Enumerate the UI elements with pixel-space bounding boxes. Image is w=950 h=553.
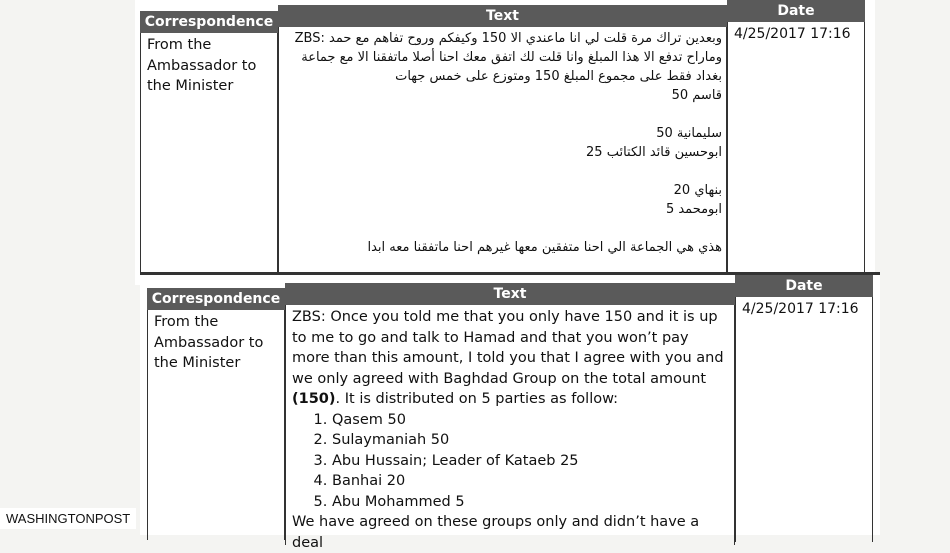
from-cell: From the Ambassador to the Minister (140, 33, 278, 283)
arabic-line: قاسم 50 (671, 88, 722, 103)
total-amount: (150) (292, 391, 336, 407)
arabic-line: ابومحمد 5 (665, 202, 722, 217)
arabic-line: سليمانية 50 (656, 126, 722, 141)
arabic-document (135, 0, 875, 285)
arabic-line: بنهاي 20 (673, 183, 722, 198)
from-cell: From the Ambassador to the Minister (147, 310, 285, 540)
list-item: 3. Abu Hussain; Leader of Kataeb 25 (332, 451, 728, 472)
intro-text: ZBS: Once you told me that you only have 150 and it is up to me to go and talk to Hamad and that you won’t pay more than this amount, I told you that I agree with you and we only agreed with Baghdad Group on the total amount (292, 309, 724, 387)
english-document (140, 272, 880, 551)
list-item: 2. Sulaymaniah 50 (332, 430, 728, 451)
arabic-text-cell (278, 27, 727, 272)
closing-text: We have agreed on these groups only and didn’t have a deal (292, 514, 700, 551)
party-list (292, 410, 728, 513)
date-cell: 4/25/2017 17:16 (727, 22, 865, 284)
english-text-cell (285, 305, 735, 551)
header-date: Date (727, 0, 865, 22)
intro-end: . It is distributed on 5 parties as follow: (335, 391, 619, 407)
list-item: 4. Banhai 20 (332, 471, 728, 492)
arabic-line (283, 162, 722, 181)
arabic-line (283, 105, 722, 124)
list-item: 1. Qasem 50 (332, 410, 728, 431)
arabic-line: وبعدين تراك مرة قلت لي انا ماعندي الا 150 وكيفكم وروح تفاهم مع حمد :ZBS (294, 31, 722, 46)
arabic-line: هذي هي الجماعة الي احنا متفقين معها غيرهم احنا ماتفقنا معه ابدا (367, 240, 722, 255)
header-correspondence: Correspondence (140, 11, 278, 33)
arabic-line (283, 219, 722, 238)
arabic-line: بغداد فقط على مجموع المبلغ 150 ومتوزع على خمس جهات (395, 69, 722, 84)
watermark: WASHINGTONPOST (0, 508, 136, 529)
header-date: Date (735, 275, 873, 297)
header-correspondence: Correspondence (147, 288, 285, 310)
header-text: Text (285, 283, 735, 305)
arabic-line: وماراح تدفع الا هذا المبلغ وانا قلت لك اتفق معك احنا أصلا ماتفقنا الا مع جماعة (301, 50, 722, 65)
header-text: Text (278, 5, 727, 27)
arabic-line: ابوحسين قائد الكتائب 25 (586, 145, 722, 160)
date-cell: 4/25/2017 17:16 (735, 297, 873, 542)
list-item: 5. Abu Mohammed 5 (332, 492, 728, 513)
